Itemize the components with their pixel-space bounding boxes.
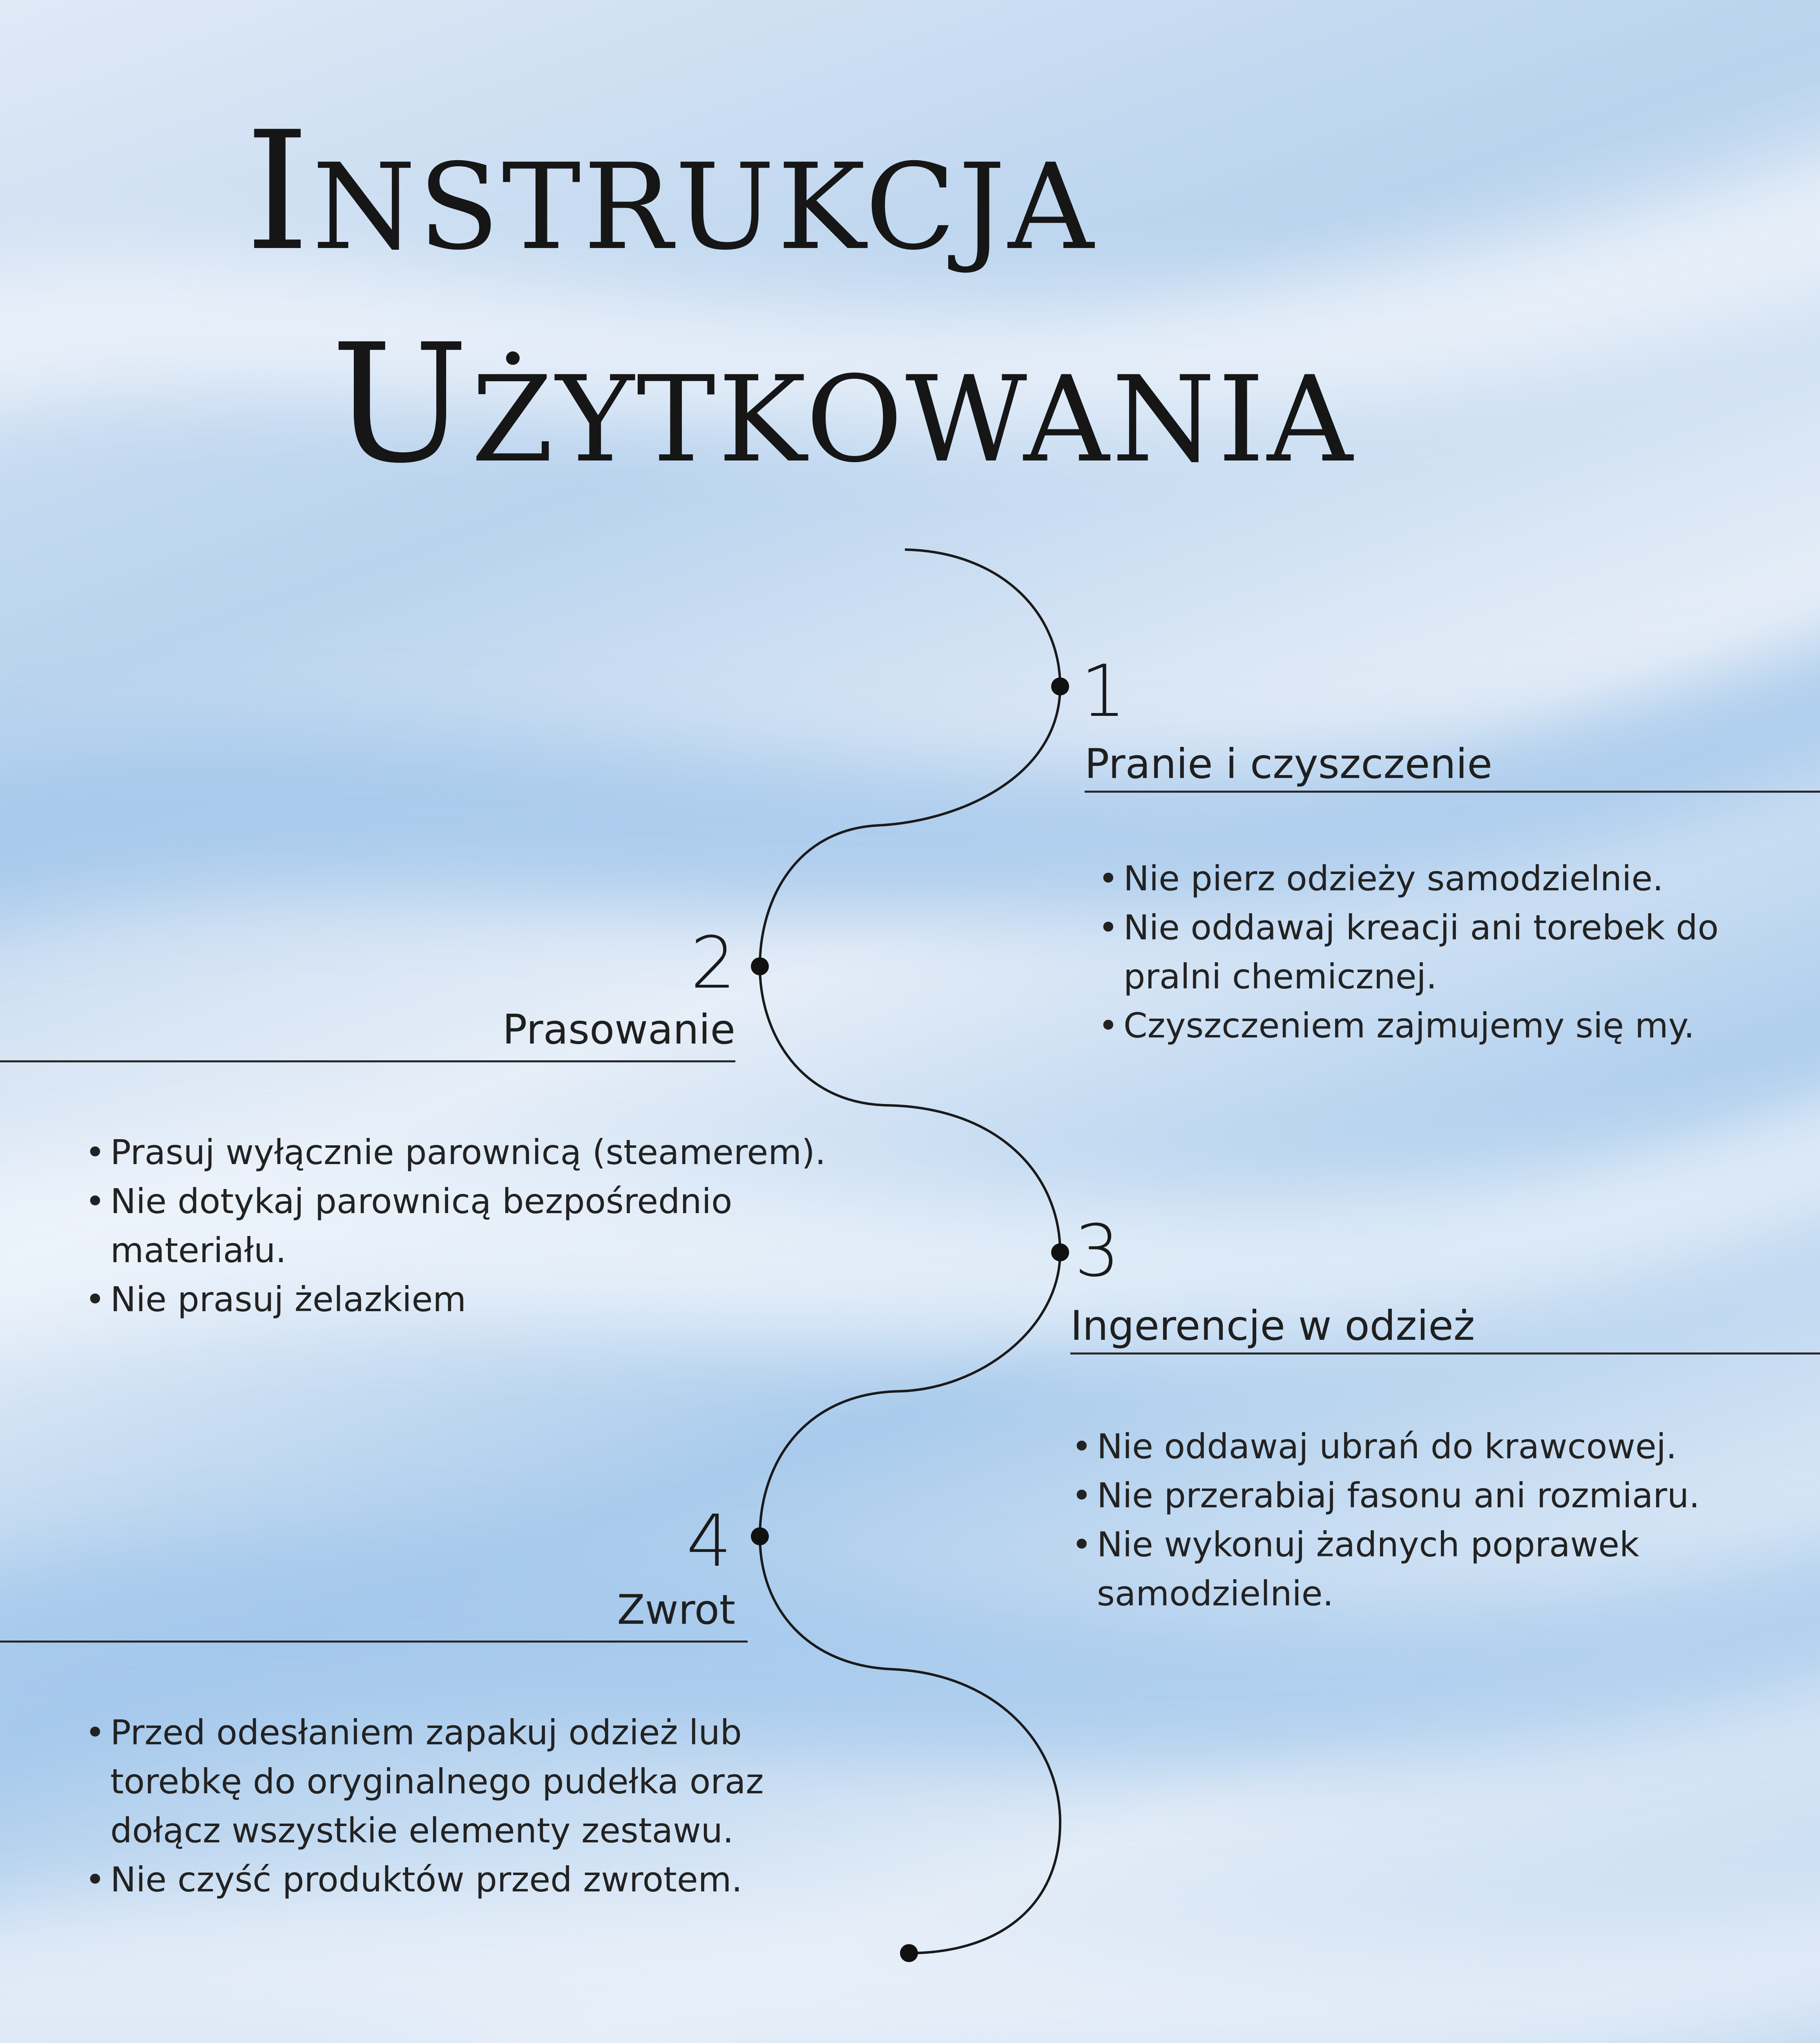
step-1-list (1095, 854, 1769, 1050)
list-item: • Nie prasuj żelazkiem (82, 1275, 858, 1324)
list-item: • Nie wykonuj żadnych poprawek samodzielnie. (1068, 1520, 1771, 1618)
title-initial-2: U (331, 309, 471, 499)
timeline-dot-4 (751, 1527, 769, 1545)
step-4-number: 4 (686, 1500, 732, 1583)
step-2-list (82, 1128, 858, 1324)
list-item: • Nie przerabiaj fasonu ani rozmiaru. (1068, 1471, 1771, 1520)
list-item: • Przed odesłaniem zapakuj odzież lub torebkę do oryginalnego pudełka oraz dołącz wszystkie elementy zestawu. (82, 1708, 878, 1855)
list-item: • Nie oddawaj kreacji ani torebek do pralni chemicznej. (1095, 903, 1769, 1001)
title-initial-1: I (245, 97, 313, 287)
step-3-rule (1070, 1352, 1820, 1355)
list-item: • Nie oddawaj ubrań do krawcowej. (1068, 1422, 1771, 1471)
list-item: • Nie dotykaj parownicą bezpośrednio materiału. (82, 1177, 858, 1275)
list-item: • Prasuj wyłącznie parownicą (steamerem). (82, 1128, 858, 1177)
timeline-dot-2 (751, 957, 769, 975)
timeline-dot-1 (1051, 677, 1069, 695)
step-3-number: 3 (1074, 1210, 1120, 1293)
step-3-list (1068, 1422, 1771, 1618)
title-rest-1: NSTRUKCJA (312, 139, 1096, 276)
step-4-heading: Zwrot (617, 1586, 735, 1634)
list-item: • Czyszczeniem zajmujemy się my. (1095, 1001, 1769, 1050)
step-1-heading: Pranie i czyszczenie (1085, 740, 1492, 788)
step-3-heading: Ingerencje w odzież (1070, 1302, 1475, 1350)
step-2-rule (0, 1060, 735, 1062)
list-item: • Nie pierz odzieży samodzielnie. (1095, 854, 1769, 903)
step-1-rule (1085, 791, 1820, 793)
step-2-number: 2 (690, 922, 736, 1005)
title-rest-2: ŻYTKOWANIA (471, 351, 1355, 489)
step-4-rule (0, 1641, 748, 1643)
timeline-end-dot (900, 1944, 918, 1962)
list-item: • Nie czyść produktów przed zwrotem. (82, 1855, 878, 1904)
step-2-heading: Prasowanie (502, 1006, 735, 1053)
step-4-list (82, 1708, 878, 1904)
timeline-dot-3 (1051, 1243, 1069, 1261)
step-1-number: 1 (1081, 650, 1126, 733)
